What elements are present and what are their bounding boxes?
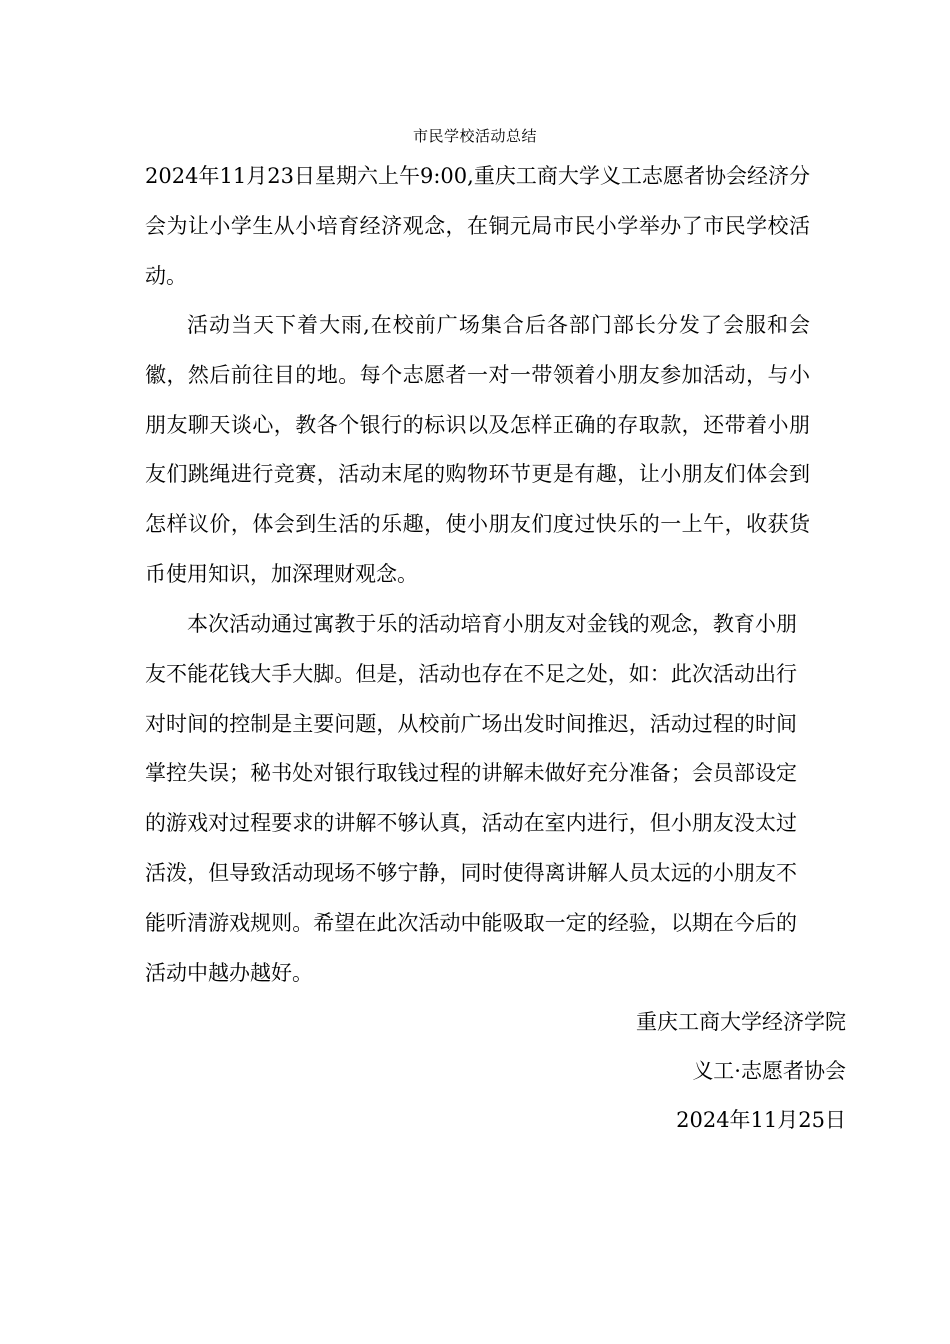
signature-date: 2024年11月25日 <box>676 1108 846 1132</box>
paragraph-1: 2024年11月23日星期六上午9:00,重庆工商大学义工志愿者协会经济分会为让小学生从小培育经济观念，在铜元局市民小学举办了市民学校活动。 <box>145 164 810 288</box>
document-title: 市民学校活动总结 <box>412 127 537 145</box>
paragraph-3: 本次活动通过寓教于乐的活动培育小朋友对金钱的观念，教育小朋友不能花钱大手大脚。但是，活动也存在不足之处，如：此次活动出行对时间的控制是主要问题，从校前广场出发时间推迟，活动过程的时间掌控失误；秘书处对银行取钱过程的讲解未做好充分准备；会员部设定的游戏对过程要求的讲解不够认真，活动在室内进行，但小朋友没太过活泼，但导致活动现场不够宁静，同时使得离讲解人员太远的小朋友不能听清游戏规则。希望在此次活动中能吸取一定的经验，以期在今后的活动中越办越好。 <box>145 612 797 985</box>
signature-association: 义工·志愿者协会 <box>692 1059 846 1083</box>
paragraph-2: 活动当天下着大雨,在校前广场集合后各部门部长分发了会服和会徽，然后前往目的地。每个志愿者一对一带领着小朋友参加活动，与小朋友聊天谈心，教各个银行的标识以及怎样正确的存取款，还带着小朋友们跳绳进行竞赛，活动末尾的购物环节更是有趣，让小朋友们体会到怎样议价，体会到生活的乐趣，使小朋友们度过快乐的一上午，收获货币使用知识，加深理财观念。 <box>145 313 810 586</box>
signature-organization: 重庆工商大学经济学院 <box>636 1010 846 1034</box>
